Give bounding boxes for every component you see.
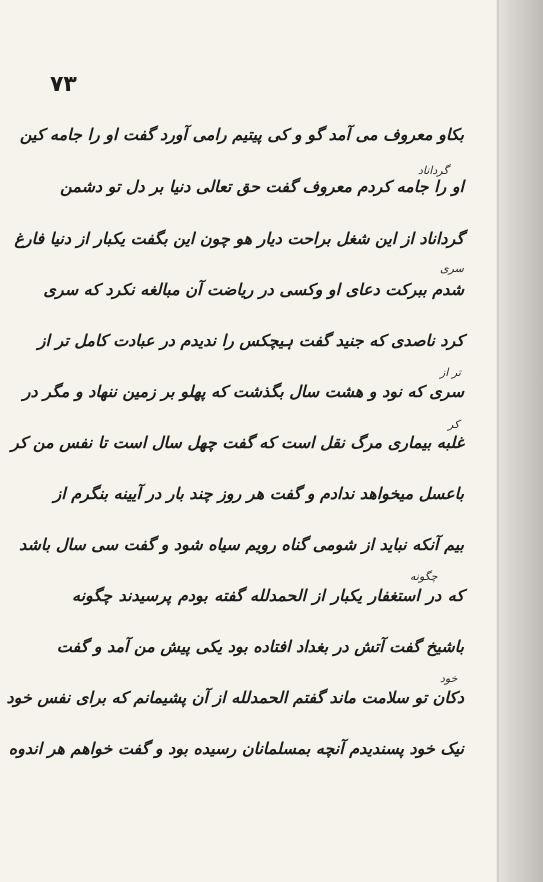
text-line-6: سری که نود و هشت سال بگذشت که پهلو بر زمین ننهاد و مگر در: [22, 382, 464, 401]
margin-note-6: خود: [440, 672, 458, 685]
page-number: ۷۳: [50, 72, 77, 97]
text-line-13: نیک خود پسندیدم آنچه بمسلمانان رسیده بود و گفت خواهم هر اندوه: [8, 739, 464, 758]
text-line-3: گرداناد از این شغل براحت دیار هو چون این بگفت یکبار از دنیا فارغ: [14, 229, 464, 248]
margin-note-2: سری: [440, 262, 464, 275]
margin-note-3: تر از: [440, 366, 461, 379]
text-line-9: بیم آنکه نباید از شومی گناه رویم سیاه شود و گفت سی سال باشد: [19, 535, 464, 554]
gutter-shadow: [496, 0, 499, 882]
binding-gutter: [497, 0, 543, 882]
margin-note-4: کر: [448, 418, 460, 431]
text-line-10: که در استغفار یکبار از الحمدلله گفته بودم پرسیدند چگونه: [72, 586, 464, 605]
text-line-4: شدم ببرکت دعای او وکسی در ریاضت آن مبالغه نکرد که سری: [43, 280, 464, 299]
margin-note-1: گرداناد: [418, 164, 449, 177]
text-line-2: او را جامه کردم معروف گفت حق تعالی دنیا بر دل تو دشمن: [60, 177, 464, 196]
text-line-5: کرد ناصدی که جنید گفت ہیچکس را ندیدم در عبادت کامل تر از: [37, 331, 464, 350]
text-line-12: دکان تو سلامت ماند گفتم الحمدلله از آن پشیمانم که برای نفس خود: [6, 688, 464, 707]
manuscript-text-block: [6, 112, 464, 772]
text-line-7: غلبه بیماری مرگ نقل است که گفت چهل سال است تا نفس من کر: [10, 433, 464, 452]
margin-note-5: چگونه: [410, 570, 438, 583]
text-line-1: بکاو معروف می آمد گو و کی پیتیم رامی آورد گفت او را جامه کین: [19, 125, 464, 144]
text-line-8: باعسل میخواهد ندادم و گفت هر روز چند بار در آیینه بنگرم از: [53, 484, 464, 503]
text-line-11: باشیخ گفت آتش در بغداد افتاده بود یکی پیش من آمد و گفت: [56, 637, 464, 656]
